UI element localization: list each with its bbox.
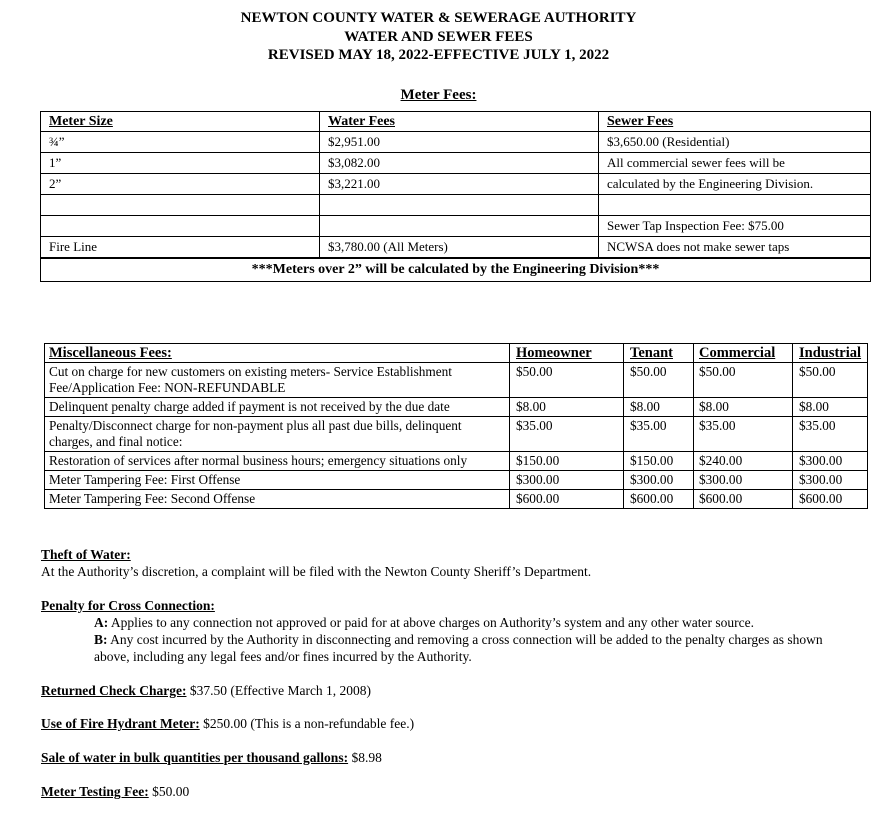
table-note-row — [41, 258, 871, 282]
bulk-water-value: $8.98 — [348, 750, 382, 765]
table-cell: $300.00 — [793, 452, 868, 471]
returned-check-line — [41, 682, 371, 699]
returned-check-value: $37.50 (Effective March 1, 2008) — [186, 683, 372, 698]
hydrant-label: Use of Fire Hydrant Meter: — [41, 716, 200, 731]
cross-connection-heading: Penalty for Cross Connection: — [41, 598, 215, 613]
column-header: Meter Size — [41, 112, 320, 132]
column-header: Commercial — [694, 344, 793, 363]
table-cell: $300.00 — [694, 471, 793, 490]
column-header: Homeowner — [510, 344, 624, 363]
cross-a-text: Applies to any connection not approved or paid for at above charges on Authority’s system and any other water source. — [108, 615, 754, 630]
table-cell: $600.00 — [694, 490, 793, 509]
table-row — [41, 132, 871, 153]
cross-item-b — [41, 631, 841, 665]
table-row — [45, 417, 868, 452]
table-cell: $2,951.00 — [320, 132, 599, 153]
doc-title-line3: REVISED MAY 18, 2022-EFFECTIVE JULY 1, 2022 — [267, 47, 610, 63]
meter-fees-title: Meter Fees: — [400, 87, 477, 103]
cross-item-a — [41, 614, 841, 631]
table-header-row — [45, 344, 868, 363]
column-header: Water Fees — [320, 112, 599, 132]
fee-description: Cut on charge for new customers on existing meters- Service Establishment Fee/Application Fee: NON-REFUNDABLE — [45, 363, 510, 398]
cross-b-label: B: — [94, 632, 108, 647]
table-cell: $150.00 — [510, 452, 624, 471]
table-row — [45, 398, 868, 417]
table-cell: $150.00 — [624, 452, 694, 471]
table-cell: calculated by the Engineering Division. — [599, 174, 871, 195]
meters-over-2-note: ***Meters over 2” will be calculated by the Engineering Division*** — [41, 258, 871, 282]
table-cell: $50.00 — [793, 363, 868, 398]
table-cell — [599, 195, 871, 216]
fee-description: Meter Tampering Fee: Second Offense — [45, 490, 510, 509]
theft-text: At the Authority’s discretion, a complaint will be filed with the Newton County Sheriff’s Department. — [41, 564, 592, 579]
table-cell: $35.00 — [793, 417, 868, 452]
column-header: Tenant — [624, 344, 694, 363]
fee-description: Penalty/Disconnect charge for non-payment plus all past due bills, delinquent charges, and final notice: — [45, 417, 510, 452]
table-cell: $35.00 — [624, 417, 694, 452]
table-cell: Sewer Tap Inspection Fee: $75.00 — [599, 216, 871, 237]
table-cell: NCWSA does not make sewer taps — [599, 237, 871, 259]
cross-b-text: Any cost incurred by the Authority in disconnecting and removing a cross connection will be added to the penalty charges as shown above, including any legal fees and/or fines incurred by the Authority. — [94, 632, 823, 664]
bulk-water-label: Sale of water in bulk quantities per thousand gallons: — [41, 750, 349, 765]
table-cell: $3,650.00 (Residential) — [599, 132, 871, 153]
table-row — [41, 153, 871, 174]
table-row — [41, 237, 871, 259]
table-cell: $300.00 — [510, 471, 624, 490]
meter-testing-line — [41, 783, 189, 800]
meter-testing-label: Meter Testing Fee: — [41, 784, 149, 799]
cross-connection-section — [41, 597, 841, 665]
fee-description: Restoration of services after normal business hours; emergency situations only — [45, 452, 510, 471]
table-cell: $8.00 — [694, 398, 793, 417]
table-cell — [41, 216, 320, 237]
fee-description: Meter Tampering Fee: First Offense — [45, 471, 510, 490]
column-header: Industrial — [793, 344, 868, 363]
hydrant-value: $250.00 (This is a non-refundable fee.) — [199, 716, 415, 731]
table-cell — [320, 216, 599, 237]
table-cell: $35.00 — [510, 417, 624, 452]
table-cell: $35.00 — [694, 417, 793, 452]
table-cell — [320, 195, 599, 216]
doc-title-line1: NEWTON COUNTY WATER & SEWERAGE AUTHORITY — [240, 10, 637, 26]
table-row — [41, 195, 871, 216]
theft-heading: Theft of Water: — [41, 547, 131, 562]
table-row — [45, 452, 868, 471]
cross-a-label: A: — [94, 615, 109, 630]
table-row — [45, 471, 868, 490]
table-cell: $8.00 — [793, 398, 868, 417]
table-cell: $8.00 — [510, 398, 624, 417]
table-cell: $300.00 — [624, 471, 694, 490]
table-cell: $3,780.00 (All Meters) — [320, 237, 599, 259]
theft-section — [41, 546, 591, 580]
fee-description: Delinquent penalty charge added if payment is not received by the due date — [45, 398, 510, 417]
table-row — [41, 174, 871, 195]
table-cell: 1” — [41, 153, 320, 174]
bulk-water-line — [41, 749, 382, 766]
table-cell: $600.00 — [624, 490, 694, 509]
misc-fees-table — [44, 343, 868, 509]
table-cell: $600.00 — [510, 490, 624, 509]
table-row — [41, 216, 871, 237]
table-cell: Fire Line — [41, 237, 320, 259]
table-cell: $50.00 — [624, 363, 694, 398]
meter-fees-table — [40, 111, 871, 282]
table-cell: $8.00 — [624, 398, 694, 417]
table-cell: $600.00 — [793, 490, 868, 509]
table-cell: $300.00 — [793, 471, 868, 490]
table-cell: $3,221.00 — [320, 174, 599, 195]
table-header-row — [41, 112, 871, 132]
table-cell: $50.00 — [510, 363, 624, 398]
column-header: Miscellaneous Fees: — [45, 344, 510, 363]
table-cell — [41, 195, 320, 216]
table-row — [45, 363, 868, 398]
table-cell: $3,082.00 — [320, 153, 599, 174]
table-cell: $50.00 — [694, 363, 793, 398]
table-row — [45, 490, 868, 509]
meter-testing-value: $50.00 — [148, 784, 190, 799]
table-cell: $240.00 — [694, 452, 793, 471]
column-header: Sewer Fees — [599, 112, 871, 132]
returned-check-label: Returned Check Charge: — [41, 683, 187, 698]
doc-title-line2: WATER AND SEWER FEES — [344, 29, 533, 45]
hydrant-line — [41, 715, 414, 732]
table-cell: 2” — [41, 174, 320, 195]
table-cell: All commercial sewer fees will be — [599, 153, 871, 174]
table-cell: ¾” — [41, 132, 320, 153]
